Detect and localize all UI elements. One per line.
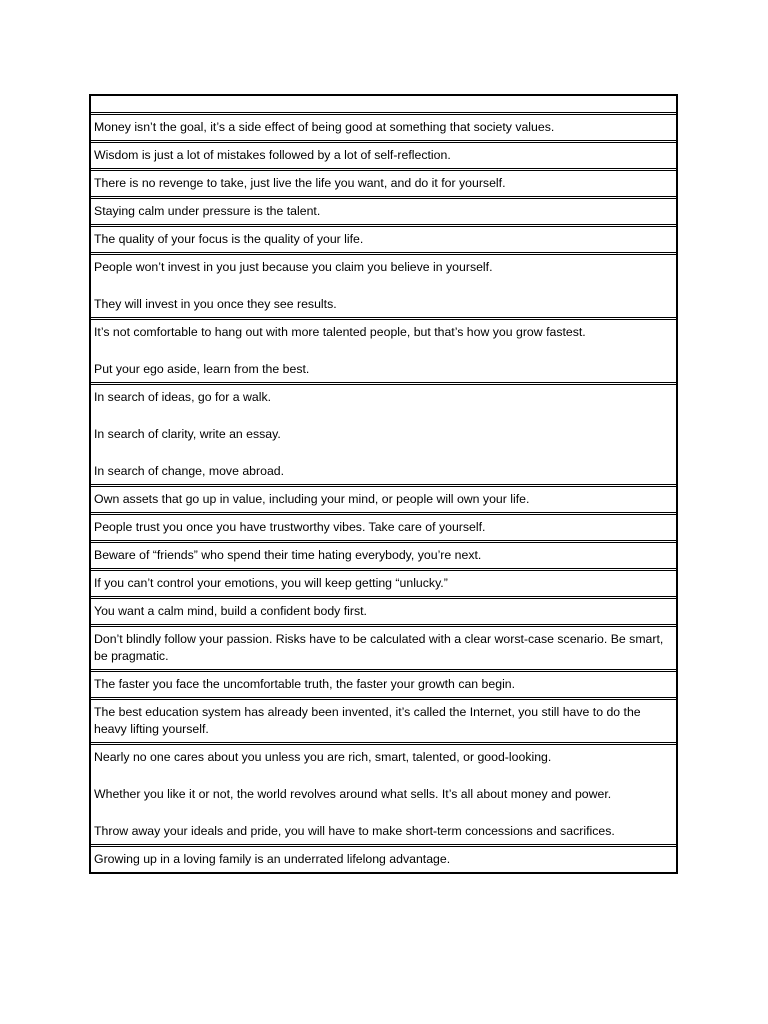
quote-text: Money isn’t the goal, it’s a side effect of being good at something that society values.	[94, 120, 555, 134]
quote-text: In search of ideas, go for a walk.	[94, 390, 272, 404]
table-row	[91, 385, 676, 487]
quote-text: Nearly no one cares about you unless you are rich, smart, talented, or good-looking.	[94, 750, 552, 764]
quote-text: The faster you face the uncomfortable truth, the faster your growth can begin.	[94, 677, 516, 691]
quote-text: Beware of “friends” who spend their time hating everybody, you’re next.	[94, 548, 482, 562]
quote-text: There is no revenge to take, just live the life you want, and do it for yourself.	[94, 176, 506, 190]
quote-text: People won’t invest in you just because you claim you believe in yourself.	[94, 260, 493, 274]
quote-text: Staying calm under pressure is the talent.	[94, 204, 321, 218]
table-row	[91, 227, 676, 255]
table-row	[91, 599, 676, 627]
quote-text: Whether you like it or not, the world revolves around what sells. It’s all about money and power.	[94, 787, 612, 801]
table-row	[91, 320, 676, 385]
table-row	[91, 199, 676, 227]
quote-text: Growing up in a loving family is an underrated lifelong advantage.	[94, 852, 451, 866]
quote-text: It’s not comfortable to hang out with more talented people, but that’s how you grow fastest.	[94, 325, 586, 339]
table-row	[91, 543, 676, 571]
quote-text: In search of change, move abroad.	[94, 464, 285, 478]
table-row	[91, 143, 676, 171]
quote-text: Don’t blindly follow your passion. Risks have to be calculated with a clear worst-case scenario. Be smart, be pragmatic.	[94, 632, 664, 663]
table-row	[91, 672, 676, 700]
quote-text: You want a calm mind, build a confident body first.	[94, 604, 367, 618]
quote-text: Wisdom is just a lot of mistakes followed by a lot of self-reflection.	[94, 148, 451, 162]
table-row	[91, 745, 676, 847]
table-row	[91, 627, 676, 672]
quote-text: If you can’t control your emotions, you will keep getting “unlucky.”	[94, 576, 448, 590]
table-row	[91, 571, 676, 599]
table-row	[91, 171, 676, 199]
table-row	[91, 255, 676, 320]
table-row	[91, 115, 676, 143]
quote-text: Throw away your ideals and pride, you will have to make short-term concessions and sacrifices.	[94, 824, 615, 838]
table-row-header	[91, 96, 676, 115]
quote-text: The best education system has already been invented, it’s called the Internet, you still have to do the heavy lifting yourself.	[94, 705, 641, 736]
quote-text: Own assets that go up in value, including your mind, or people will own your life.	[94, 492, 530, 506]
quotes-table	[89, 94, 678, 874]
quote-text: People trust you once you have trustworthy vibes. Take care of yourself.	[94, 520, 486, 534]
table-row	[91, 487, 676, 515]
quote-text: Put your ego aside, learn from the best.	[94, 362, 310, 376]
table-row	[91, 847, 676, 872]
table-row	[91, 515, 676, 543]
quote-text: They will invest in you once they see results.	[94, 297, 337, 311]
table-row	[91, 700, 676, 745]
quote-text: In search of clarity, write an essay.	[94, 427, 281, 441]
quote-text: The quality of your focus is the quality of your life.	[94, 232, 364, 246]
